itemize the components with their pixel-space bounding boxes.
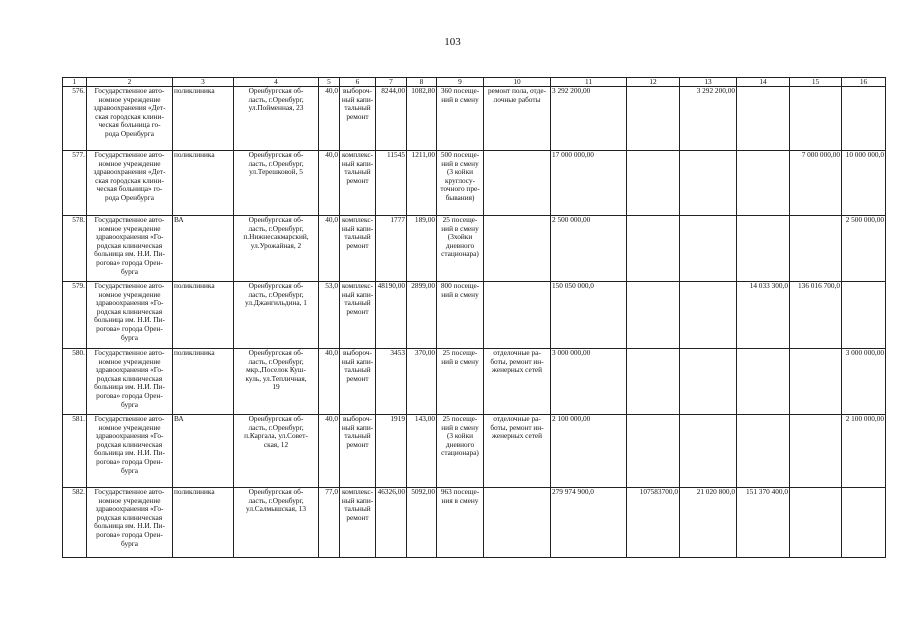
year-3-cost-cell [737,488,790,558]
year-3-cost-cell [737,216,790,282]
column-8-value: 1082,80 [411,86,435,95]
total-cost: 17 000 000,00 [552,150,594,159]
header-cell: 5 [319,78,340,87]
address: Оренбургская об- ласть, г.Оренбург, ул.Джангильдина, 1 [245,281,307,308]
year-2-cost-cell [680,415,737,488]
work-type: комплекс- ный капи- тальный ремонт [341,487,374,522]
address-cell [234,415,319,488]
year-1-cost-cell [627,488,680,558]
year-3-cost: 14 033 300,0 [749,281,788,290]
column-5-value: 40,0 [325,86,338,95]
column-5-value-cell [319,349,340,415]
row-number: 581. [72,414,85,423]
total-cost-cell [551,87,627,151]
works-description-cell [484,151,551,216]
work-type: комплекс- ный капи- тальный ремонт [341,215,374,250]
works-description-cell [484,87,551,151]
capacity-cell [437,282,484,349]
year-3-cost-cell [737,151,790,216]
column-8-value-cell [407,488,437,558]
work-type-cell [340,415,376,488]
column-8-value: 1211,00 [411,150,435,159]
year-1-cost-cell [627,282,680,349]
works-description-cell [484,282,551,349]
year-1-cost-cell [627,349,680,415]
column-7-value-cell [376,349,407,415]
column-8-value-cell [407,282,437,349]
year-2-cost-cell [680,488,737,558]
facility-type: поликлиника [174,86,215,95]
organization-name: Государственное авто- номное учреждение здравоохранения «Дет- ская городская клини- ческая больница» го- рода Оренбурга [93,150,166,202]
header-cell: 8 [407,78,437,87]
address: Оренбургская об- ласть, г.Оренбург, ул.Салмышская, 13 [246,487,306,514]
capacity: 800 посеще- ний в смену [440,281,480,299]
work-type-cell [340,151,376,216]
total-cost: 2 500 000,00 [552,215,591,224]
year-1-cost-cell [627,216,680,282]
header-cell: 12 [627,78,680,87]
capacity-cell [437,415,484,488]
column-7-value-cell [376,282,407,349]
year-3-cost-cell [737,349,790,415]
year-2-cost-cell [680,282,737,349]
column-7-value: 1919 [390,414,405,423]
organization-name-cell [87,415,173,488]
work-type: выбороч- ный капи- тальный ремонт [341,414,374,449]
column-5-value-cell [319,216,340,282]
column-5-value: 40,0 [325,414,338,423]
organization-name: Государственное авто- номное учреждение здравоохранения «Дет- ская городская клини- ческая больница го- рода Оренбурга [93,86,166,138]
address-cell [234,488,319,558]
column-5-value-cell [319,151,340,216]
column-5-value: 40,0 [325,215,338,224]
row-number: 578. [72,215,85,224]
total-cost-cell [551,216,627,282]
facility-type-cell [173,151,234,216]
year-2-cost-cell [680,349,737,415]
facility-type: поликлиника [174,281,215,290]
column-7-value-cell [376,87,407,151]
year-1-cost-cell [627,151,680,216]
year-5-cost-cell [842,282,886,349]
capacity-cell [437,216,484,282]
column-8-value: 189,00 [414,215,435,224]
address-cell [234,87,319,151]
column-7-value: 46326,00 [377,487,405,496]
capacity: 360 посеще- ний в смену [440,86,480,104]
row-number-cell [63,488,87,558]
year-5-cost-cell [842,216,886,282]
column-8-value: 370,00 [414,348,435,357]
address-cell [234,151,319,216]
table-row [63,151,886,216]
row-number: 576. [72,86,85,95]
capacity: 500 посеще- ний в смену (3 койки круглосу- точного пре- бывания) [440,150,480,202]
row-number: 577. [72,150,85,159]
address-cell [234,216,319,282]
total-cost-cell [551,415,627,488]
address: Оренбургская об- ласть, г.Оренбург, п.Нижнесакмарский, ул.Урожайная, 2 [243,215,309,250]
column-5-value: 77,0 [325,487,338,496]
year-2-cost-cell [680,87,737,151]
year-5-cost-cell [842,349,886,415]
total-cost: 150 050 000,0 [552,281,594,290]
work-type-cell [340,282,376,349]
capacity-cell [437,87,484,151]
address: Оренбургская об- ласть, г.Оренбург, ул.Пойменная, 23 [248,86,304,113]
capacity: 963 посеще- ния в смену [440,487,480,505]
total-cost: 3 000 000,00 [552,348,591,357]
organization-name-cell [87,216,173,282]
works-description-cell [484,216,551,282]
column-5-value: 53,0 [325,281,338,290]
header-cell: 6 [340,78,376,87]
year-4-cost-cell [790,87,842,151]
total-cost-cell [551,349,627,415]
header-cell: 14 [737,78,790,87]
column-8-value-cell [407,87,437,151]
column-8-value-cell [407,349,437,415]
header-cell: 4 [234,78,319,87]
organization-name: Государственное авто- номное учреждение здравоохранения «Го- родская клиническая больница им. Н.И. Пи- рогова» города Орен- бурга [94,487,165,548]
facility-type: ВА [174,215,184,224]
header-cell: 1 [63,78,87,87]
work-type-cell [340,87,376,151]
year-4-cost-cell [790,349,842,415]
table-row [63,488,886,558]
year-5-cost: 2 100 000,00 [845,414,884,423]
row-number-cell [63,415,87,488]
column-5-value-cell [319,87,340,151]
table-header-row [63,78,886,87]
work-type: комплекс- ный капи- тальный ремонт [341,281,374,316]
header-cell: 9 [437,78,484,87]
address: Оренбургская об- ласть, г.Оренбург, п.Каргала, ул.Совет- ская, 12 [244,414,308,449]
year-4-cost: 7 000 000,00 [801,150,840,159]
table-row [63,87,886,151]
year-2-cost-cell [680,151,737,216]
organization-name: Государственное авто- номное учреждение здравоохранения «Го- родская клиническая больница им. Н.И. Пи- рогова» города Орен- бурга [94,215,165,276]
column-7-value: 11545 [387,150,405,159]
year-5-cost-cell [842,87,886,151]
header-cell: 11 [551,78,627,87]
capacity: 25 посеще- ний в смену [441,348,479,366]
work-type: выбороч- ный капи- тальный ремонт [341,86,374,121]
table-row [63,349,886,415]
column-7-value: 3453 [390,348,405,357]
column-5-value: 40,0 [325,150,338,159]
capacity-cell [437,488,484,558]
work-type-cell [340,488,376,558]
year-4-cost-cell [790,151,842,216]
column-5-value-cell [319,488,340,558]
address-cell [234,282,319,349]
year-4-cost-cell [790,282,842,349]
address: Оренбургская об- ласть, г.Оренбург, мкр.,Поселок Куш- куль, ул.Тепличная, 19 [245,348,307,392]
year-2-cost: 21 020 800,0 [696,487,735,496]
works-description: отделочные ра- боты, ремонт ин- женерных сетей [490,414,544,441]
organization-name-cell [87,151,173,216]
year-5-cost: 3 000 000,00 [845,348,884,357]
work-type: комплекс- ный капи- тальный ремонт [341,150,374,185]
row-number-cell [63,87,87,151]
column-7-value: 1777 [390,215,405,224]
capital-repair-table [62,77,886,558]
facility-type-cell [173,349,234,415]
facility-type: ВА [174,414,184,423]
header-cell: 15 [790,78,842,87]
year-4-cost-cell [790,415,842,488]
total-cost-cell [551,151,627,216]
organization-name: Государственное авто- номное учреждение здравоохранения «Го- родская клиническая больница им. Н.И. Пи- рогова» города Орен- бурга [94,414,165,475]
organization-name: Государственное авто- номное учреждение здравоохранения «Го- родская клиническая больница им. Н.И. Пи- рогова» города Орен- бурга [94,281,165,342]
column-8-value: 143,00 [414,414,435,423]
work-type-cell [340,216,376,282]
capacity-cell [437,151,484,216]
capacity: 25 посеще- ний в смену (3 койки дневного стационара) [441,414,479,458]
facility-type: поликлиника [174,150,215,159]
header-cell: 7 [376,78,407,87]
facility-type: поликлиника [174,348,215,357]
column-8-value-cell [407,216,437,282]
column-8-value: 5092,00 [411,487,435,496]
table-row [63,282,886,349]
row-number-cell [63,282,87,349]
year-5-cost: 10 000 000,0 [845,150,884,159]
column-5-value: 40,0 [325,348,338,357]
header-cell: 16 [842,78,886,87]
header-cell: 13 [680,78,737,87]
year-1-cost: 107583700,0 [639,487,678,496]
column-7-value-cell [376,415,407,488]
year-3-cost: 151 370 400,0 [746,487,788,496]
year-1-cost-cell [627,415,680,488]
year-3-cost-cell [737,282,790,349]
year-1-cost-cell [627,87,680,151]
row-number-cell [63,349,87,415]
work-type-cell [340,349,376,415]
facility-type-cell [173,282,234,349]
address-cell [234,349,319,415]
organization-name: Государственное авто- номное учреждение здравоохранения «Го- родская клиническая больница им. Н.И. Пи- рогова» города Орен- бурга [94,348,165,409]
row-number: 579. [72,281,85,290]
header-cell: 3 [173,78,234,87]
year-2-cost-cell [680,216,737,282]
row-number: 580. [72,348,85,357]
column-7-value: 48190,00 [377,281,405,290]
column-5-value-cell [319,415,340,488]
works-description-cell [484,488,551,558]
year-3-cost-cell [737,415,790,488]
total-cost-cell [551,282,627,349]
capacity: 25 посеще- ний в смену (3хойки дневного стационара) [441,215,479,259]
works-description: отделочные ра- боты, ремонт ин- женерных сетей [490,348,544,375]
year-5-cost-cell [842,151,886,216]
year-5-cost: 2 500 000,00 [845,215,884,224]
organization-name-cell [87,488,173,558]
total-cost: 279 974 900,0 [552,487,594,496]
header-cell: 10 [484,78,551,87]
facility-type-cell [173,415,234,488]
column-7-value-cell [376,488,407,558]
total-cost-cell [551,488,627,558]
year-3-cost-cell [737,87,790,151]
year-4-cost-cell [790,488,842,558]
column-8-value: 2899,00 [411,281,435,290]
page-number: 103 [444,36,461,48]
total-cost: 3 292 200,00 [552,86,591,95]
facility-type: поликлиника [174,487,215,496]
works-description: ремонт пола, отде- лочные работы [487,86,547,104]
facility-type-cell [173,87,234,151]
organization-name-cell [87,349,173,415]
capacity-cell [437,349,484,415]
column-7-value: 8244,00 [381,86,405,95]
column-8-value-cell [407,415,437,488]
column-7-value-cell [376,151,407,216]
year-5-cost-cell [842,488,886,558]
column-7-value-cell [376,216,407,282]
column-8-value-cell [407,151,437,216]
organization-name-cell [87,87,173,151]
organization-name-cell [87,282,173,349]
facility-type-cell [173,216,234,282]
row-number: 582. [72,487,85,496]
year-4-cost-cell [790,216,842,282]
year-5-cost-cell [842,415,886,488]
table-row [63,216,886,282]
works-description-cell [484,349,551,415]
header-cell: 2 [87,78,173,87]
row-number-cell [63,151,87,216]
facility-type-cell [173,488,234,558]
address: Оренбургская об- ласть, г.Оренбург, ул.Терешковой, 5 [248,150,304,177]
year-2-cost: 3 292 200,00 [696,86,735,95]
row-number-cell [63,216,87,282]
column-5-value-cell [319,282,340,349]
works-description-cell [484,415,551,488]
work-type: выбороч- ный капи- тальный ремонт [341,348,374,383]
year-4-cost: 136 016 700,0 [798,281,840,290]
total-cost: 2 100 000,00 [552,414,591,423]
table-row [63,415,886,488]
